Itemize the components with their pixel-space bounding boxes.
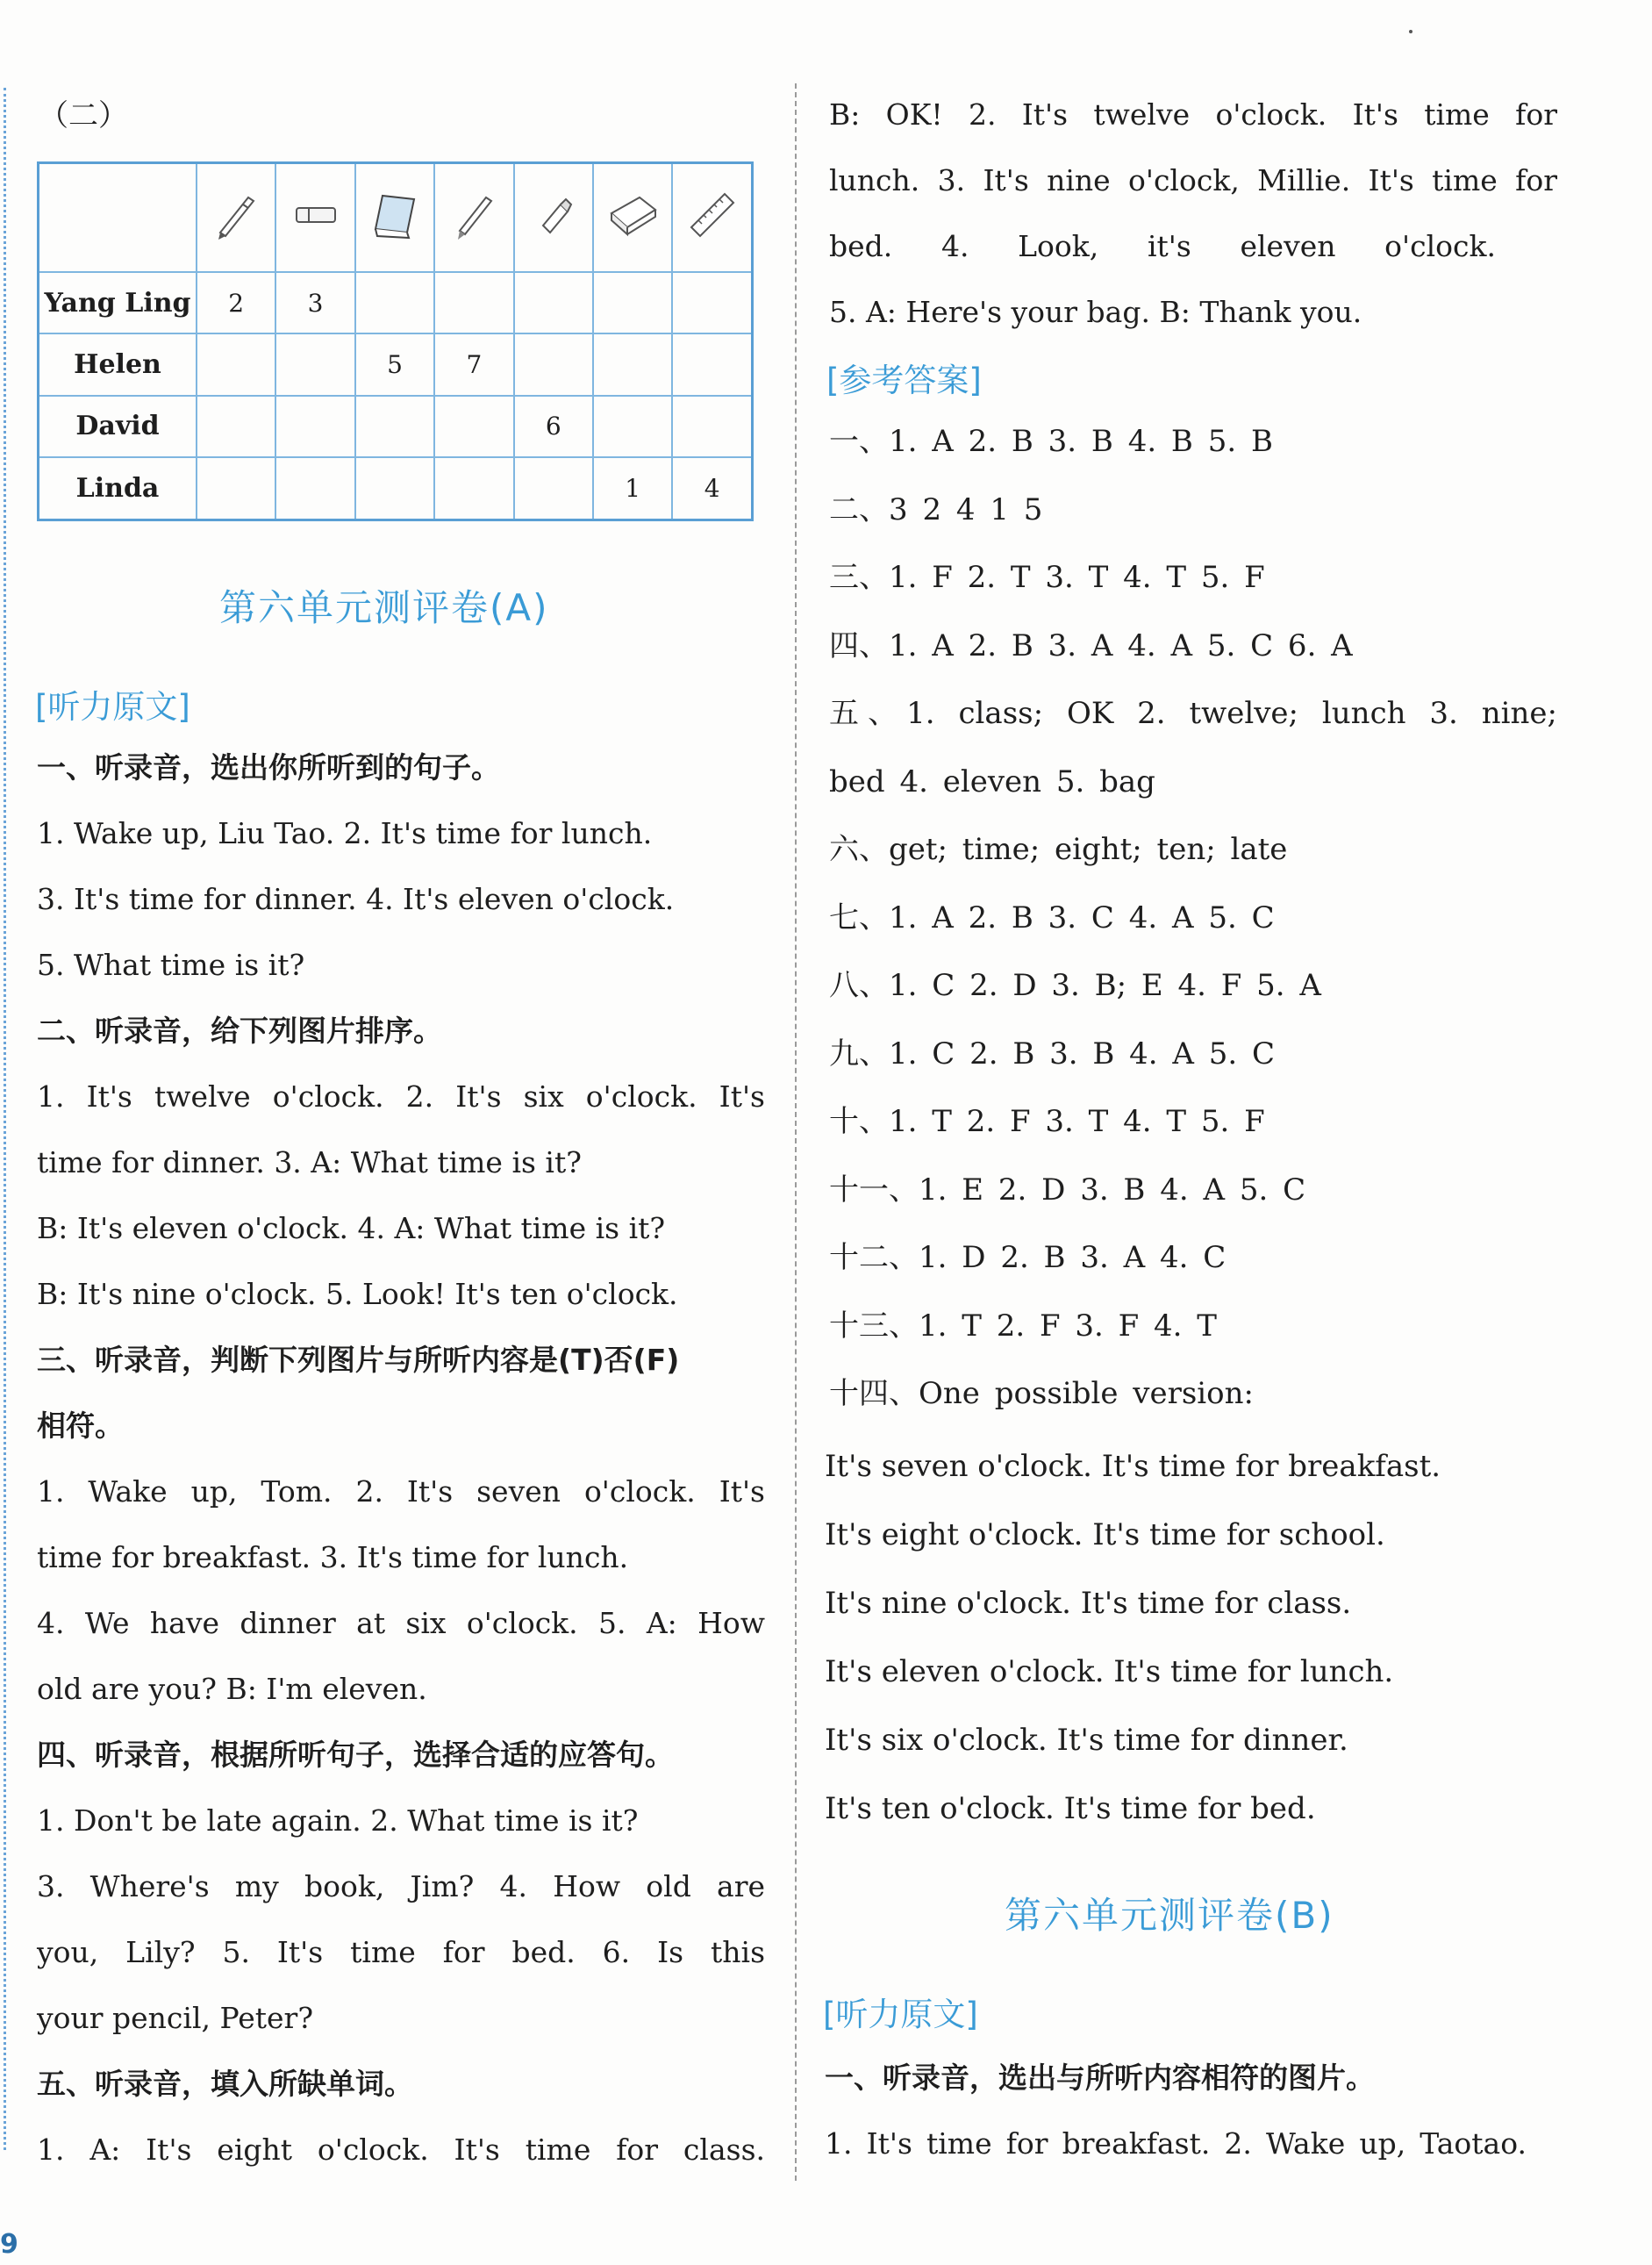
binding-edge xyxy=(4,88,6,2150)
text-line: 4. We have dinner at six o'clock. 5. A: How xyxy=(37,1606,765,1640)
text-line: time for dinner. 3. A: What time is it? xyxy=(37,1145,582,1179)
table-row xyxy=(39,272,753,333)
book-icon xyxy=(355,163,434,273)
left-listening-text xyxy=(37,735,765,2183)
section-heading: 二、听录音，给下列图片排序。 xyxy=(37,1014,442,1048)
section-heading: 相符。 xyxy=(37,1408,124,1443)
table-cell xyxy=(514,272,593,333)
text-line: time for breakfast. 3. It's time for lunch. xyxy=(37,1540,629,1574)
answer-line: 五、1. class; OK 2. twelve; lunch 3. nine; xyxy=(829,696,1557,731)
table-cell xyxy=(434,396,513,457)
answer-key xyxy=(829,408,1557,1429)
table-cell xyxy=(593,396,672,457)
pencil-icon xyxy=(434,163,513,273)
essay-line: It's ten o'clock. It's time for bed. xyxy=(825,1791,1316,1826)
text-line: 5. A: Here's your bag. B: Thank you. xyxy=(829,295,1362,329)
answer-line: 六、get; time; eight; ten; late xyxy=(829,832,1288,867)
table-cell xyxy=(197,396,275,457)
listening-tag-a: [听力原文] xyxy=(35,688,190,726)
table-cell xyxy=(593,272,672,333)
table-cell xyxy=(434,457,513,520)
answer-line: bed 4. eleven 5. bag xyxy=(829,763,1155,799)
text-line: 1. It's time for breakfast. 2. Wake up, Taotao. xyxy=(825,2126,1527,2161)
row-name: Linda xyxy=(39,457,197,520)
text-line: 1. Wake up, Tom. 2. It's seven o'clock. It's xyxy=(37,1474,765,1509)
table-cell xyxy=(672,272,752,333)
stationery-table xyxy=(37,161,754,521)
test-b-listening-text xyxy=(825,2045,1562,2176)
table-cell xyxy=(355,272,434,333)
eraser-icon xyxy=(275,163,354,273)
text-line: 3. Where's my book, Jim? 4. How old are xyxy=(37,1869,765,1903)
table-cell xyxy=(355,457,434,520)
unit-test-b-heading: 第六单元测评卷(B) xyxy=(1005,1894,1334,1937)
table-cell xyxy=(672,396,752,457)
text-line: lunch. 3. It's nine o'clock, Millie. It's time for xyxy=(829,163,1557,197)
section-heading: 四、听录音，根据所听句子，选择合适的应答句。 xyxy=(37,1738,674,1772)
row-name: David xyxy=(39,396,197,457)
table-cell xyxy=(275,457,354,520)
text-line: 5. What time is it? xyxy=(37,948,305,982)
text-line: 3. It's time for dinner. 4. It's eleven o'clock. xyxy=(37,882,675,916)
answer-line: 十一、1. E 2. D 3. B 4. A 5. C xyxy=(829,1172,1306,1208)
text-line: 1. Wake up, Liu Tao. 2. It's time for lunch. xyxy=(37,816,653,850)
text-line: your pencil, Peter? xyxy=(37,2001,314,2035)
table-cell xyxy=(514,333,593,395)
table-cell xyxy=(434,272,513,333)
table-cell: 2 xyxy=(197,272,275,333)
crayon-icon xyxy=(514,163,593,273)
answer-line: 八、1. C 2. D 3. B; E 4. F 5. A xyxy=(829,968,1321,1003)
table-cell xyxy=(275,333,354,395)
pen-icon xyxy=(197,163,275,273)
answer-line: 十二、1. D 2. B 3. A 4. C xyxy=(829,1240,1226,1275)
text-line: B: OK! 2. It's twelve o'clock. It's time for xyxy=(829,97,1557,132)
essay-line: It's eight o'clock. It's time for school. xyxy=(825,1517,1385,1552)
text-line: 1. A: It's eight o'clock. It's time for class. xyxy=(37,2132,765,2167)
table-row xyxy=(39,457,753,520)
ruler-icon xyxy=(672,163,752,273)
table-cell xyxy=(275,396,354,457)
section-heading: 一、听录音，选出你所听到的句子。 xyxy=(37,750,500,785)
answer-line: 四、1. A 2. B 3. A 4. A 5. C 6. A xyxy=(829,627,1353,663)
table-cell: 1 xyxy=(593,457,672,520)
essay-line: It's six o'clock. It's time for dinner. xyxy=(825,1723,1348,1758)
text-line: old are you? B: I'm eleven. xyxy=(37,1672,427,1706)
table-cell: 5 xyxy=(355,333,434,395)
text-line: you, Lily? 5. It's time for bed. 6. Is this xyxy=(37,1935,765,1969)
unit-test-a-heading: 第六单元测评卷(A) xyxy=(219,586,549,629)
table-cell xyxy=(593,333,672,395)
text-line: B: It's eleven o'clock. 4. A: What time is it? xyxy=(37,1211,666,1245)
speck xyxy=(1409,30,1412,33)
section-heading: 一、听录音，选出与所听内容相符的图片。 xyxy=(825,2061,1375,2095)
text-line: bed. 4. Look, it's eleven o'clock. xyxy=(829,229,1496,263)
table-cell: 6 xyxy=(514,396,593,457)
answer-line: 三、1. F 2. T 3. T 4. T 5. F xyxy=(829,560,1265,595)
table-cell: 3 xyxy=(275,272,354,333)
answer-line: 二、3 2 4 1 5 xyxy=(829,491,1043,527)
answer-line: 十四、One possible version: xyxy=(829,1376,1254,1411)
text-line: B: It's nine o'clock. 5. Look! It's ten o'clock. xyxy=(37,1277,678,1311)
text-line: 1. It's twelve o'clock. 2. It's six o'clock. It's xyxy=(37,1079,765,1114)
answer-line: 十、1. T 2. F 3. T 4. T 5. F xyxy=(829,1104,1265,1139)
table-cell xyxy=(355,396,434,457)
icon-row xyxy=(39,163,753,273)
corner-cell xyxy=(39,163,197,273)
answer-line: 九、1. C 2. B 3. B 4. A 5. C xyxy=(829,1036,1276,1072)
pencil-case-icon xyxy=(593,163,672,273)
table-row xyxy=(39,333,753,395)
table-cell xyxy=(514,457,593,520)
answers-tag: [参考答案] xyxy=(826,362,982,399)
essay-line: It's nine o'clock. It's time for class. xyxy=(825,1586,1352,1621)
table-cell: 4 xyxy=(672,457,752,520)
listening-tag-b: [听力原文] xyxy=(823,1996,978,2033)
text-line: 1. Don't be late again. 2. What time is it? xyxy=(37,1803,639,1838)
section-heading: 五、听录音，填入所缺单词。 xyxy=(37,2067,413,2101)
row-name: Yang Ling xyxy=(39,272,197,333)
table-cell xyxy=(197,333,275,395)
column-divider xyxy=(795,83,797,2181)
answer-line: 十三、1. T 2. F 3. F 4. T xyxy=(829,1308,1217,1344)
section-heading: 三、听录音，判断下列图片与所听内容是(T)否(F) xyxy=(37,1343,680,1377)
answer-line: 七、1. A 2. B 3. C 4. A 5. C xyxy=(829,900,1275,935)
section-mark: （二） xyxy=(39,98,128,133)
essay-line: It's eleven o'clock. It's time for lunch. xyxy=(825,1654,1394,1689)
page-number: 9 xyxy=(0,2229,18,2260)
table-row xyxy=(39,396,753,457)
table-cell xyxy=(672,333,752,395)
right-listening-text xyxy=(829,82,1557,345)
answer-line: 一、1. A 2. B 3. B 4. B 5. B xyxy=(829,424,1273,459)
table-cell: 7 xyxy=(434,333,513,395)
essay-line: It's seven o'clock. It's time for breakfast. xyxy=(825,1449,1441,1484)
table-cell xyxy=(197,457,275,520)
sample-essay xyxy=(825,1432,1562,1843)
row-name: Helen xyxy=(39,333,197,395)
